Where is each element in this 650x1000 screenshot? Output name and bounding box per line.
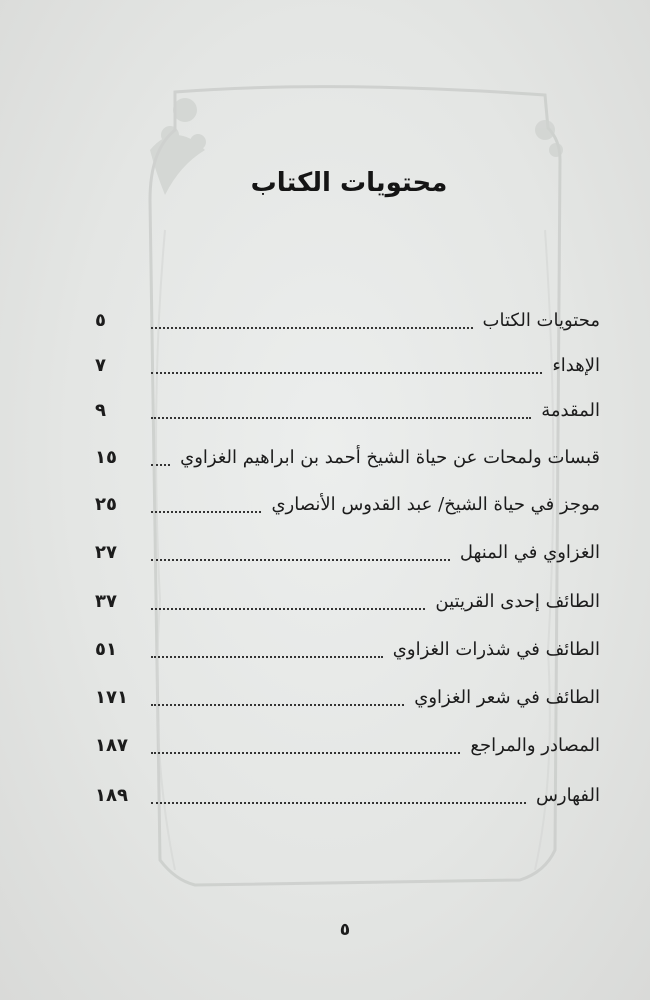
dot-leader (151, 372, 542, 374)
dot-leader (151, 327, 473, 329)
dot-leader (151, 802, 526, 804)
dot-leader (151, 464, 170, 466)
toc-entry-label: قبسات ولمحات عن حياة الشيخ أحمد بن ابراهيم الغزاوي (180, 447, 600, 468)
dot-leader (151, 704, 404, 706)
toc-entry (95, 627, 600, 667)
dot-leader (151, 511, 261, 513)
toc-entry (95, 298, 600, 338)
toc-entry-page: ٥ (95, 310, 106, 331)
toc-entry-label: الإهداء (552, 355, 600, 376)
toc-entry-page: ٣٧ (95, 591, 117, 612)
toc-entry-label: الطائف في شعر الغزاوي (414, 687, 600, 708)
toc-entry (95, 343, 600, 383)
toc-entry-label: الطائف في شذرات الغزاوي (392, 639, 600, 660)
dot-leader (151, 559, 450, 561)
toc-entry-page: ٢٥ (95, 494, 117, 515)
toc-entry-page: ١٨٧ (95, 735, 128, 756)
page-title: محتويات الكتاب (250, 168, 448, 198)
dot-leader (151, 752, 460, 754)
toc-entry-page: ٧ (95, 355, 106, 376)
toc-entry-label: الغزاوي في المنهل (459, 542, 600, 563)
toc-entry (95, 773, 600, 813)
toc-entry (95, 579, 600, 619)
toc-entry (95, 723, 600, 763)
toc-entry-page: ٩ (95, 400, 106, 421)
toc-entry-page: ٢٧ (95, 542, 117, 563)
toc-entry-page: ١٧١ (95, 687, 128, 708)
dot-leader (151, 608, 425, 610)
toc-entry-page: ١٨٩ (95, 785, 128, 806)
toc-entry-label: المصادر والمراجع (470, 735, 600, 756)
toc-entry (95, 530, 600, 570)
toc-entry (95, 435, 600, 475)
dot-leader (151, 417, 531, 419)
toc-entry-page: ٥١ (95, 639, 117, 660)
toc-entry-label: موجز في حياة الشيخ/ عبد القدوس الأنصاري (271, 494, 600, 515)
page-number: ٥ (339, 920, 351, 940)
toc-entry-label: المقدمة (541, 400, 600, 421)
toc-entry-label: الفهارس (535, 785, 600, 806)
toc-entry (95, 482, 600, 522)
toc-entry-label: محتويات الكتاب (482, 310, 600, 331)
toc-entry-label: الطائف إحدى القريتين (435, 591, 600, 612)
dot-leader (151, 656, 383, 658)
toc-entry (95, 388, 600, 428)
toc-entry-page: ١٥ (95, 447, 117, 468)
toc-entry (95, 675, 600, 715)
